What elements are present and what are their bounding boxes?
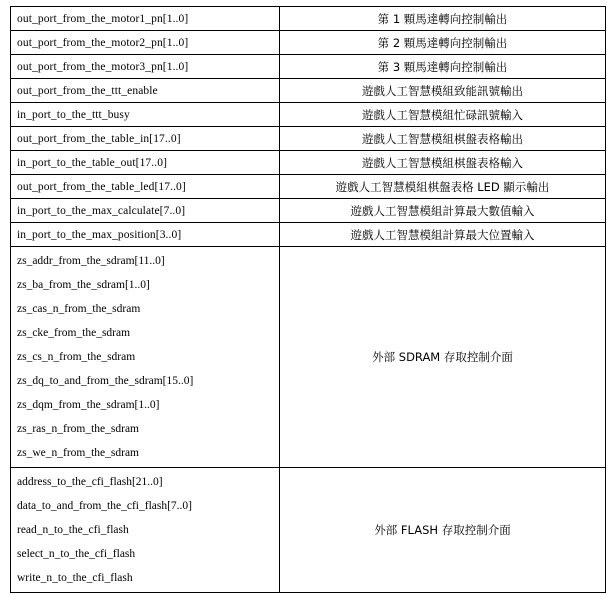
sdram-signal-list [11, 247, 280, 468]
table-row [11, 31, 606, 55]
sdram-signal-name: zs_addr_from_the_sdram[11..0] [17, 255, 165, 267]
sdram-signal-name: zs_dqm_from_the_sdram[1..0] [17, 399, 160, 411]
sdram-signal-name: zs_cke_from_the_sdram [17, 327, 131, 339]
flash-signal-list [11, 468, 280, 593]
table-row [11, 7, 606, 31]
signal-name: in_port_to_the_max_calculate[7..0] [11, 199, 280, 223]
signal-description: 遊戲人工智慧模組忙碌訊號輸入 [280, 103, 606, 127]
sdram-signal-name: zs_cas_n_from_the_sdram [17, 303, 141, 315]
table-row [11, 199, 606, 223]
flash-signal-name: select_n_to_the_cfi_flash [17, 548, 136, 560]
flash-interface-description: 外部 FLASH 存取控制介面 [280, 468, 606, 593]
signal-name: out_port_from_the_table_in[17..0] [11, 127, 280, 151]
signal-description: 遊戲人工智慧模組致能訊號輸出 [280, 79, 606, 103]
signal-name: in_port_to_the_max_position[3..0] [11, 223, 280, 247]
signal-name: out_port_from_the_motor3_pn[1..0] [11, 55, 280, 79]
flash-signal-name: data_to_and_from_the_cfi_flash[7..0] [17, 500, 192, 512]
sdram-signal-name: zs_cs_n_from_the_sdram [17, 351, 136, 363]
signal-name: out_port_from_the_motor1_pn[1..0] [11, 7, 280, 31]
table-row [11, 79, 606, 103]
sdram-signal-name: zs_we_n_from_the_sdram [17, 447, 139, 459]
signal-description: 第 1 顆馬達轉向控制輸出 [280, 7, 606, 31]
signal-name: in_port_to_the_table_out[17..0] [11, 151, 280, 175]
flash-signal-name: write_n_to_the_cfi_flash [17, 572, 133, 584]
table-row [11, 55, 606, 79]
signal-name: in_port_to_the_ttt_busy [11, 103, 280, 127]
flash-signal-name: address_to_the_cfi_flash[21..0] [17, 476, 163, 488]
sdram-signal-name: zs_dq_to_and_from_the_sdram[15..0] [17, 375, 194, 387]
signal-description: 遊戲人工智慧模組計算最大位置輸入 [280, 223, 606, 247]
signal-description: 第 3 顆馬達轉向控制輸出 [280, 55, 606, 79]
sdram-signal-name: zs_ras_n_from_the_sdram [17, 423, 139, 435]
table-row [11, 175, 606, 199]
table-row [11, 127, 606, 151]
signal-name: out_port_from_the_table_led[17..0] [11, 175, 280, 199]
signal-description: 遊戲人工智慧模組棋盤表格 LED 顯示輸出 [280, 175, 606, 199]
signal-table [10, 6, 606, 593]
signal-description: 遊戲人工智慧模組棋盤表格輸入 [280, 151, 606, 175]
signal-description: 遊戲人工智慧模組計算最大數值輸入 [280, 199, 606, 223]
flash-signal-name: read_n_to_the_cfi_flash [17, 524, 129, 536]
sdram-signal-name: zs_ba_from_the_sdram[1..0] [17, 279, 150, 291]
flash-group-row [11, 468, 606, 593]
signal-name: out_port_from_the_ttt_enable [11, 79, 280, 103]
signal-description: 遊戲人工智慧模組棋盤表格輸出 [280, 127, 606, 151]
table-row [11, 151, 606, 175]
table-row [11, 103, 606, 127]
sdram-interface-description: 外部 SDRAM 存取控制介面 [280, 247, 606, 468]
table-row [11, 223, 606, 247]
signal-name: out_port_from_the_motor2_pn[1..0] [11, 31, 280, 55]
signal-description: 第 2 顆馬達轉向控制輸出 [280, 31, 606, 55]
sdram-group-row [11, 247, 606, 468]
